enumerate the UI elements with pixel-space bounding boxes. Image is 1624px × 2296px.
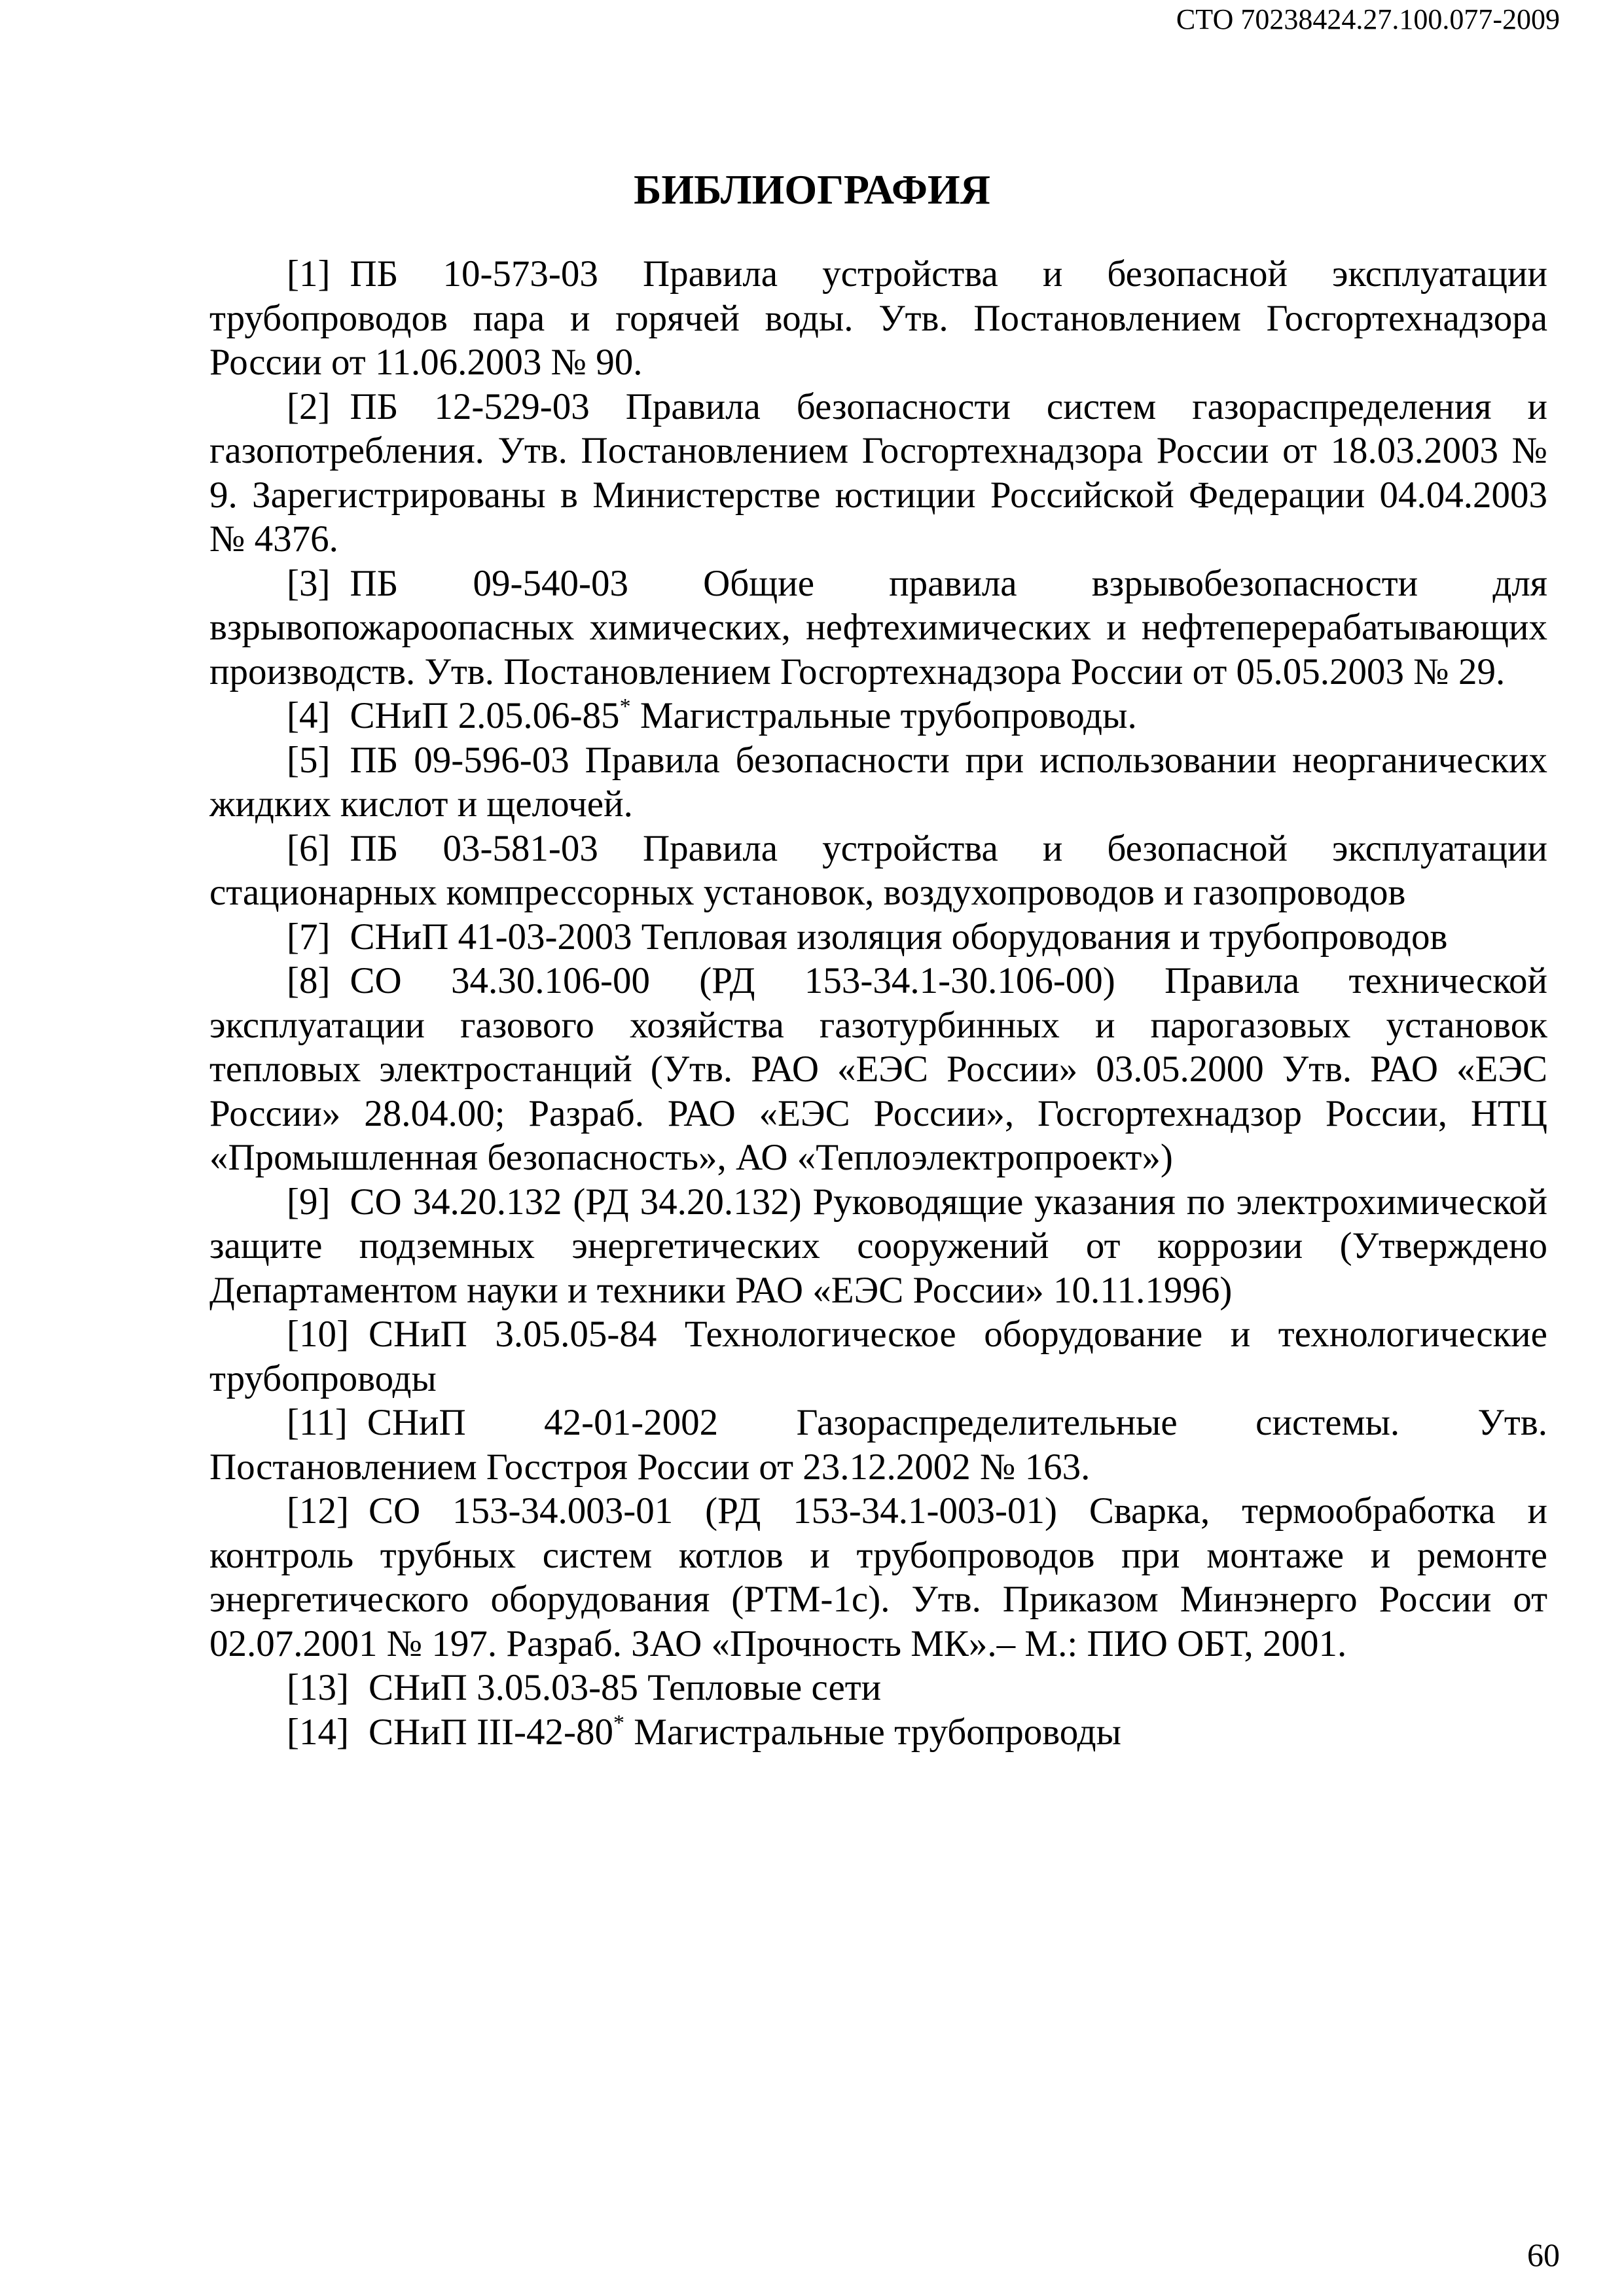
bibliography-entry [209,1710,1547,1755]
bibliography-entry [209,1666,1547,1710]
bibliography-entry [209,827,1547,915]
entry-number: [9] [287,1181,331,1223]
document-code-header: СТО 70238424.27.100.077-2009 [1176,3,1560,35]
page-title: БИБЛИОГРАФИЯ [634,166,990,213]
asterisk-mark: * [613,1710,624,1735]
entry-number: [3] [287,562,331,604]
entry-number: [6] [287,827,331,869]
entry-text: ПБ 09-540-03 Общие правила взрывобезопасности для взрывопожароопасных химических, нефтехимических и нефтеперерабатывающих производств. Утв. Постановлением Госгортехнадзора России от 05.05.2003 № 29. [209,562,1547,692]
entry-text: ПБ 10-573-03 Правила устройства и безопасной эксплуатации трубопроводов пара и горячей воды. Утв. Постановлением Госгортехнадзора России от 11.06.2003 № 90. [209,253,1547,383]
entry-text: СНиП 41-03-2003 Тепловая изоляция оборудования и трубопроводов [350,916,1448,958]
entry-number: [11] [287,1402,348,1443]
entry-text: СО 153-34.003-01 (РД 153-34.1-003-01) Сварка, термообработка и контроль трубных систем котлов и трубопроводов при монтаже и ремонте энергетического оборудования (РТМ-1с). Утв. Приказом Минэнерго России от 02.07.2001 № 197. Разраб. ЗАО «Прочность МК».– М.: ПИО ОБТ, 2001. [209,1490,1547,1664]
entry-text: СО 34.20.132 (РД 34.20.132) Руководящие указания по электрохимической защите подземных энергетических сооружений от коррозии (Утверждено Департаментом науки и техники РАО «ЕЭС России» 10.11.1996) [209,1181,1547,1311]
bibliography-entry [209,1180,1547,1313]
entry-text: СО 34.30.106-00 (РД 153-34.1-30.106-00) Правила технической эксплуатации газового хозяйства газотурбинных и парогазовых установок тепловых электростанций (Утв. РАО «ЕЭС России» 03.05.2000 Утв. РАО «ЕЭС России» 28.04.00; Разраб. РАО «ЕЭС России», Госгортехнадзор России, НТЦ «Промышленная безопасность», АО «Теплоэлектропроект») [209,960,1547,1178]
entry-text: СНиП 3.05.05-84 Технологическое оборудование и технологические трубопроводы [209,1314,1547,1399]
entry-number: [12] [287,1490,349,1532]
entry-number: [4] [287,695,331,736]
entry-number: [13] [287,1667,349,1708]
entry-number: [5] [287,739,331,781]
asterisk-mark: * [619,694,631,719]
entry-number: [1] [287,253,331,295]
entry-text: СНиП III-42-80 [368,1711,613,1753]
entry-text: СНиП 3.05.03-85 Тепловые сети [368,1667,882,1708]
bibliography-entry [209,385,1547,562]
bibliography-entry [209,915,1547,960]
bibliography-entry [209,1401,1547,1489]
bibliography-entry [209,1312,1547,1401]
bibliography-entry [209,694,1547,738]
entry-number: [14] [287,1711,349,1753]
entry-number: [10] [287,1314,349,1355]
entry-number: [8] [287,960,331,1001]
bibliography-entry [209,562,1547,694]
entry-text-tail: Магистральные трубопроводы [624,1711,1121,1753]
bibliography-entry [209,959,1547,1180]
entry-text: СНиП 2.05.06-85 [350,695,620,736]
entry-number: [2] [287,386,331,427]
bibliography-entry [209,738,1547,827]
entry-text: ПБ 03-581-03 Правила устройства и безопасной эксплуатации стационарных компрессорных установок, воздухопроводов и газопроводов [209,827,1547,913]
bibliography-entry [209,252,1547,385]
entry-text-tail: Магистральные трубопроводы. [630,695,1137,736]
page-number: 60 [1527,2236,1560,2273]
entry-number: [7] [287,916,331,958]
entry-text: ПБ 12-529-03 Правила безопасности систем газораспределения и газопотребления. Утв. Постановлением Госгортехнадзора России от 18.03.2003 № 9. Зарегистрированы в Министерстве юстиции Российской Федерации 04.04.2003 № 4376. [209,386,1547,560]
bibliography-entry [209,1489,1547,1666]
entry-text: ПБ 09-596-03 Правила безопасности при использовании неорганических жидких кислот и щелочей. [209,739,1547,825]
entry-text: СНиП 42-01-2002 Газораспределительные системы. Утв. Постановлением Госстроя России от 23.12.2002 № 163. [209,1402,1547,1488]
bibliography-list [209,252,1547,1754]
